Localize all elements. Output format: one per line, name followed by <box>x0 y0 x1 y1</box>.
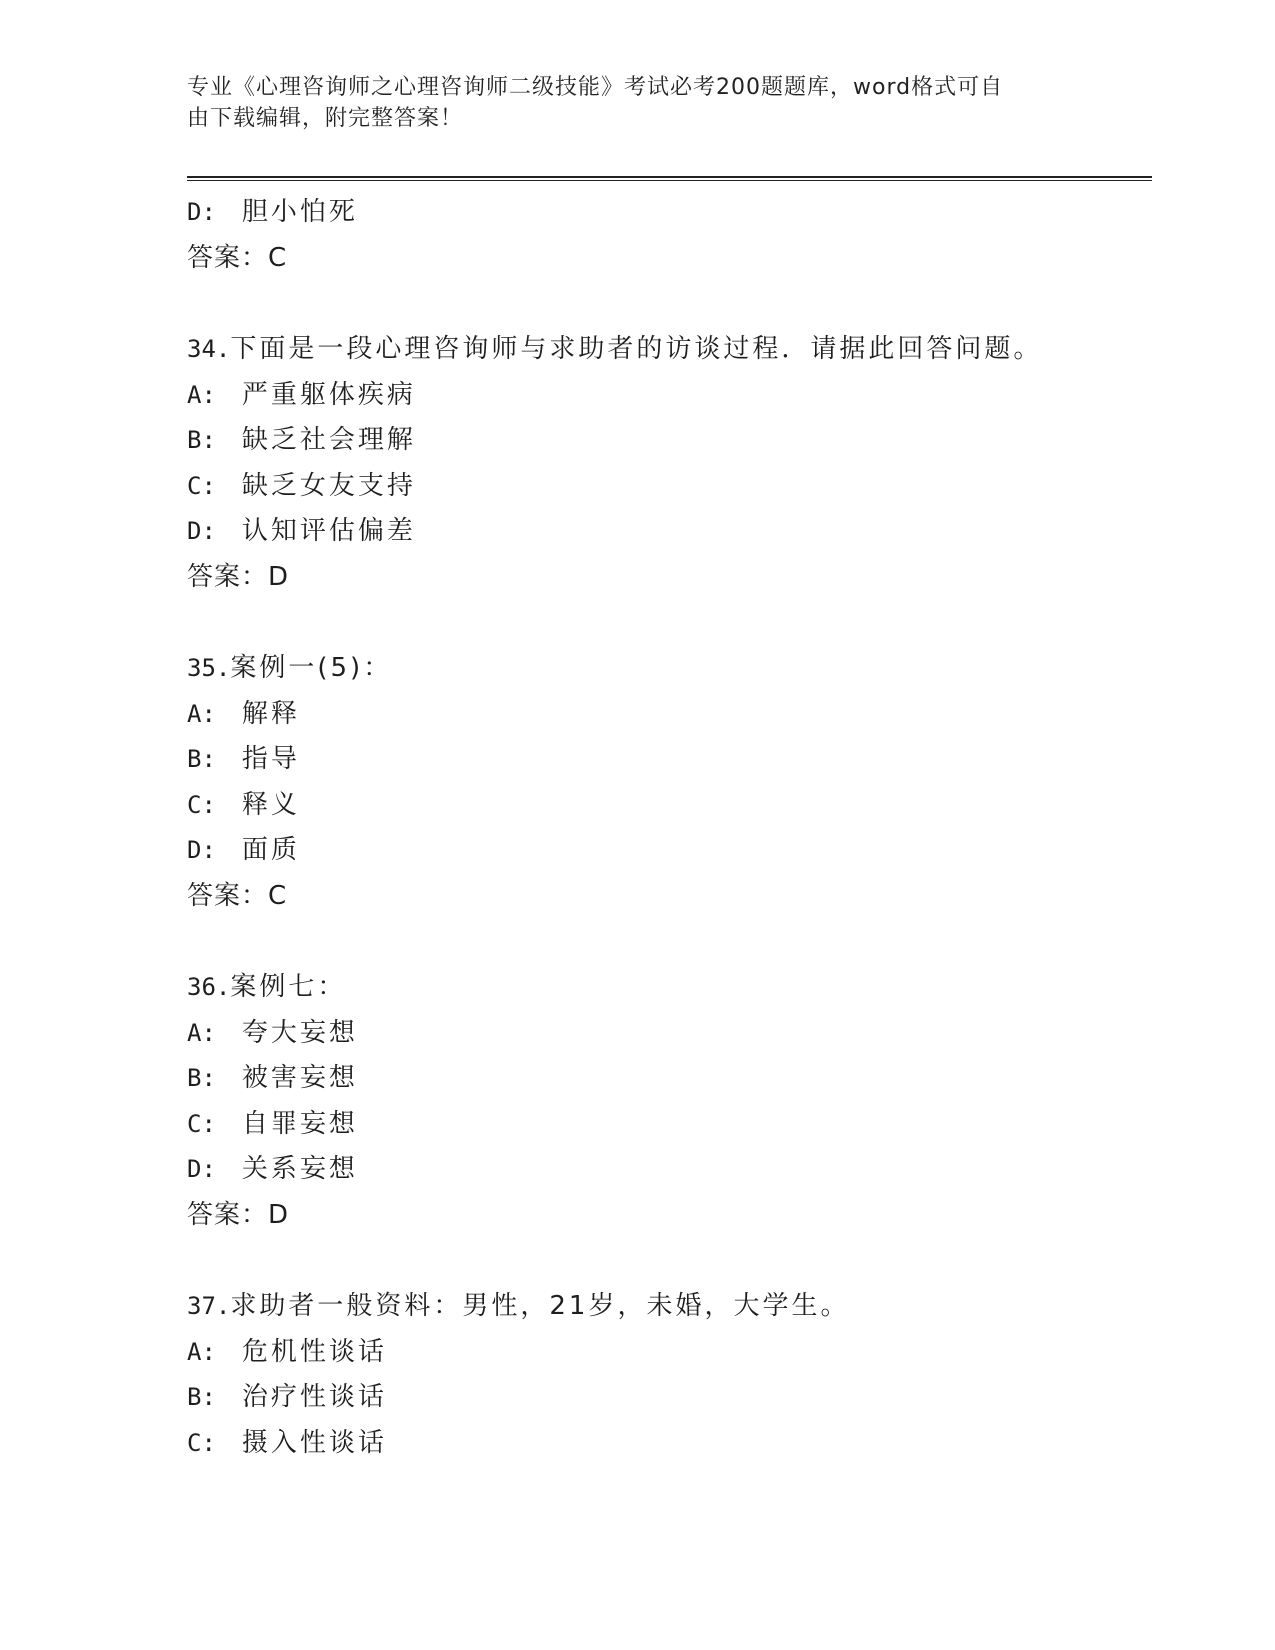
option-letter: B: <box>187 745 216 773</box>
option-letter: C: <box>187 1428 216 1457</box>
option-c <box>187 1102 1147 1148</box>
answer-line: 答案：D <box>187 1199 290 1230</box>
option-a <box>187 1011 1147 1057</box>
option-b <box>187 418 1147 464</box>
option-letter: B: <box>187 426 216 454</box>
question-number: 36. <box>187 973 231 1001</box>
option-b <box>187 1056 1147 1102</box>
document-header <box>187 72 1067 134</box>
option-a <box>187 692 1147 738</box>
header-divider <box>187 176 1152 181</box>
answer-line: 答案：C <box>187 880 288 911</box>
option-letter: D: <box>187 836 216 864</box>
option-b <box>187 1375 1147 1421</box>
option-letter: C: <box>187 1109 216 1138</box>
option-text: 夸大妄想 <box>241 1017 358 1048</box>
question-text: 案例七： <box>230 972 347 1002</box>
option-letter: B: <box>187 1383 216 1411</box>
question-text: 下面是一段心理咨询师与求助者的访谈过程．请据此回答问题。 <box>230 334 1043 364</box>
question-stem <box>187 646 1147 692</box>
option-text: 关系妄想 <box>241 1154 358 1184</box>
option-letter: C: <box>187 790 216 819</box>
question-text: 案例一(5)： <box>230 653 393 683</box>
option-letter: D: <box>187 198 216 226</box>
option-text: 缺乏社会理解 <box>241 425 416 455</box>
option-text: 危机性谈话 <box>241 1336 387 1367</box>
option-text: 被害妄想 <box>241 1063 358 1093</box>
question-block-36 <box>187 965 1147 1238</box>
question-block-35 <box>187 646 1147 919</box>
option-text: 解释 <box>241 698 300 729</box>
header-line-1: 专业《心理咨询师之心理咨询师二级技能》考试必考200题题库，word格式可自 <box>187 75 1004 100</box>
question-stem <box>187 1284 1147 1330</box>
question-list <box>187 190 1147 1466</box>
option-b <box>187 737 1147 783</box>
answer-line: 答案：D <box>187 561 290 592</box>
option-text: 缺乏女友支持 <box>241 470 416 501</box>
option-letter: A: <box>187 699 216 728</box>
option-letter: B: <box>187 1064 216 1092</box>
option-d <box>187 509 1147 555</box>
option-d <box>187 1147 1147 1193</box>
option-d <box>187 190 1147 236</box>
option-text: 认知评估偏差 <box>241 516 416 546</box>
option-text: 胆小怕死 <box>241 197 358 227</box>
question-number: 34. <box>187 335 231 363</box>
option-text: 面质 <box>241 835 300 865</box>
answer-line: 答案：C <box>187 242 288 273</box>
option-letter: D: <box>187 1155 216 1183</box>
question-text: 求助者一般资料：男性，21岁，未婚，大学生。 <box>230 1291 850 1321</box>
option-letter: A: <box>187 380 216 409</box>
option-text: 治疗性谈话 <box>241 1382 387 1412</box>
question-stem <box>187 965 1147 1011</box>
question-number: 37. <box>187 1292 231 1320</box>
option-text: 自罪妄想 <box>241 1108 358 1139</box>
question-stem <box>187 327 1147 373</box>
option-d <box>187 828 1147 874</box>
header-line-2: 由下载编辑，附完整答案！ <box>187 106 464 131</box>
option-text: 释义 <box>241 789 300 820</box>
question-number: 35. <box>187 654 231 682</box>
question-block-37 <box>187 1284 1147 1466</box>
option-text: 指导 <box>241 744 300 774</box>
option-text: 摄入性谈话 <box>241 1427 387 1458</box>
question-block-33 <box>187 190 1147 281</box>
option-a <box>187 1330 1147 1376</box>
question-block-34 <box>187 327 1147 600</box>
option-text: 严重躯体疾病 <box>241 379 416 410</box>
option-c <box>187 1421 1147 1467</box>
option-letter: C: <box>187 471 216 500</box>
option-letter: A: <box>187 1337 216 1366</box>
option-letter: A: <box>187 1018 216 1047</box>
option-c <box>187 783 1147 829</box>
option-a <box>187 373 1147 419</box>
option-letter: D: <box>187 517 216 545</box>
option-c <box>187 464 1147 510</box>
